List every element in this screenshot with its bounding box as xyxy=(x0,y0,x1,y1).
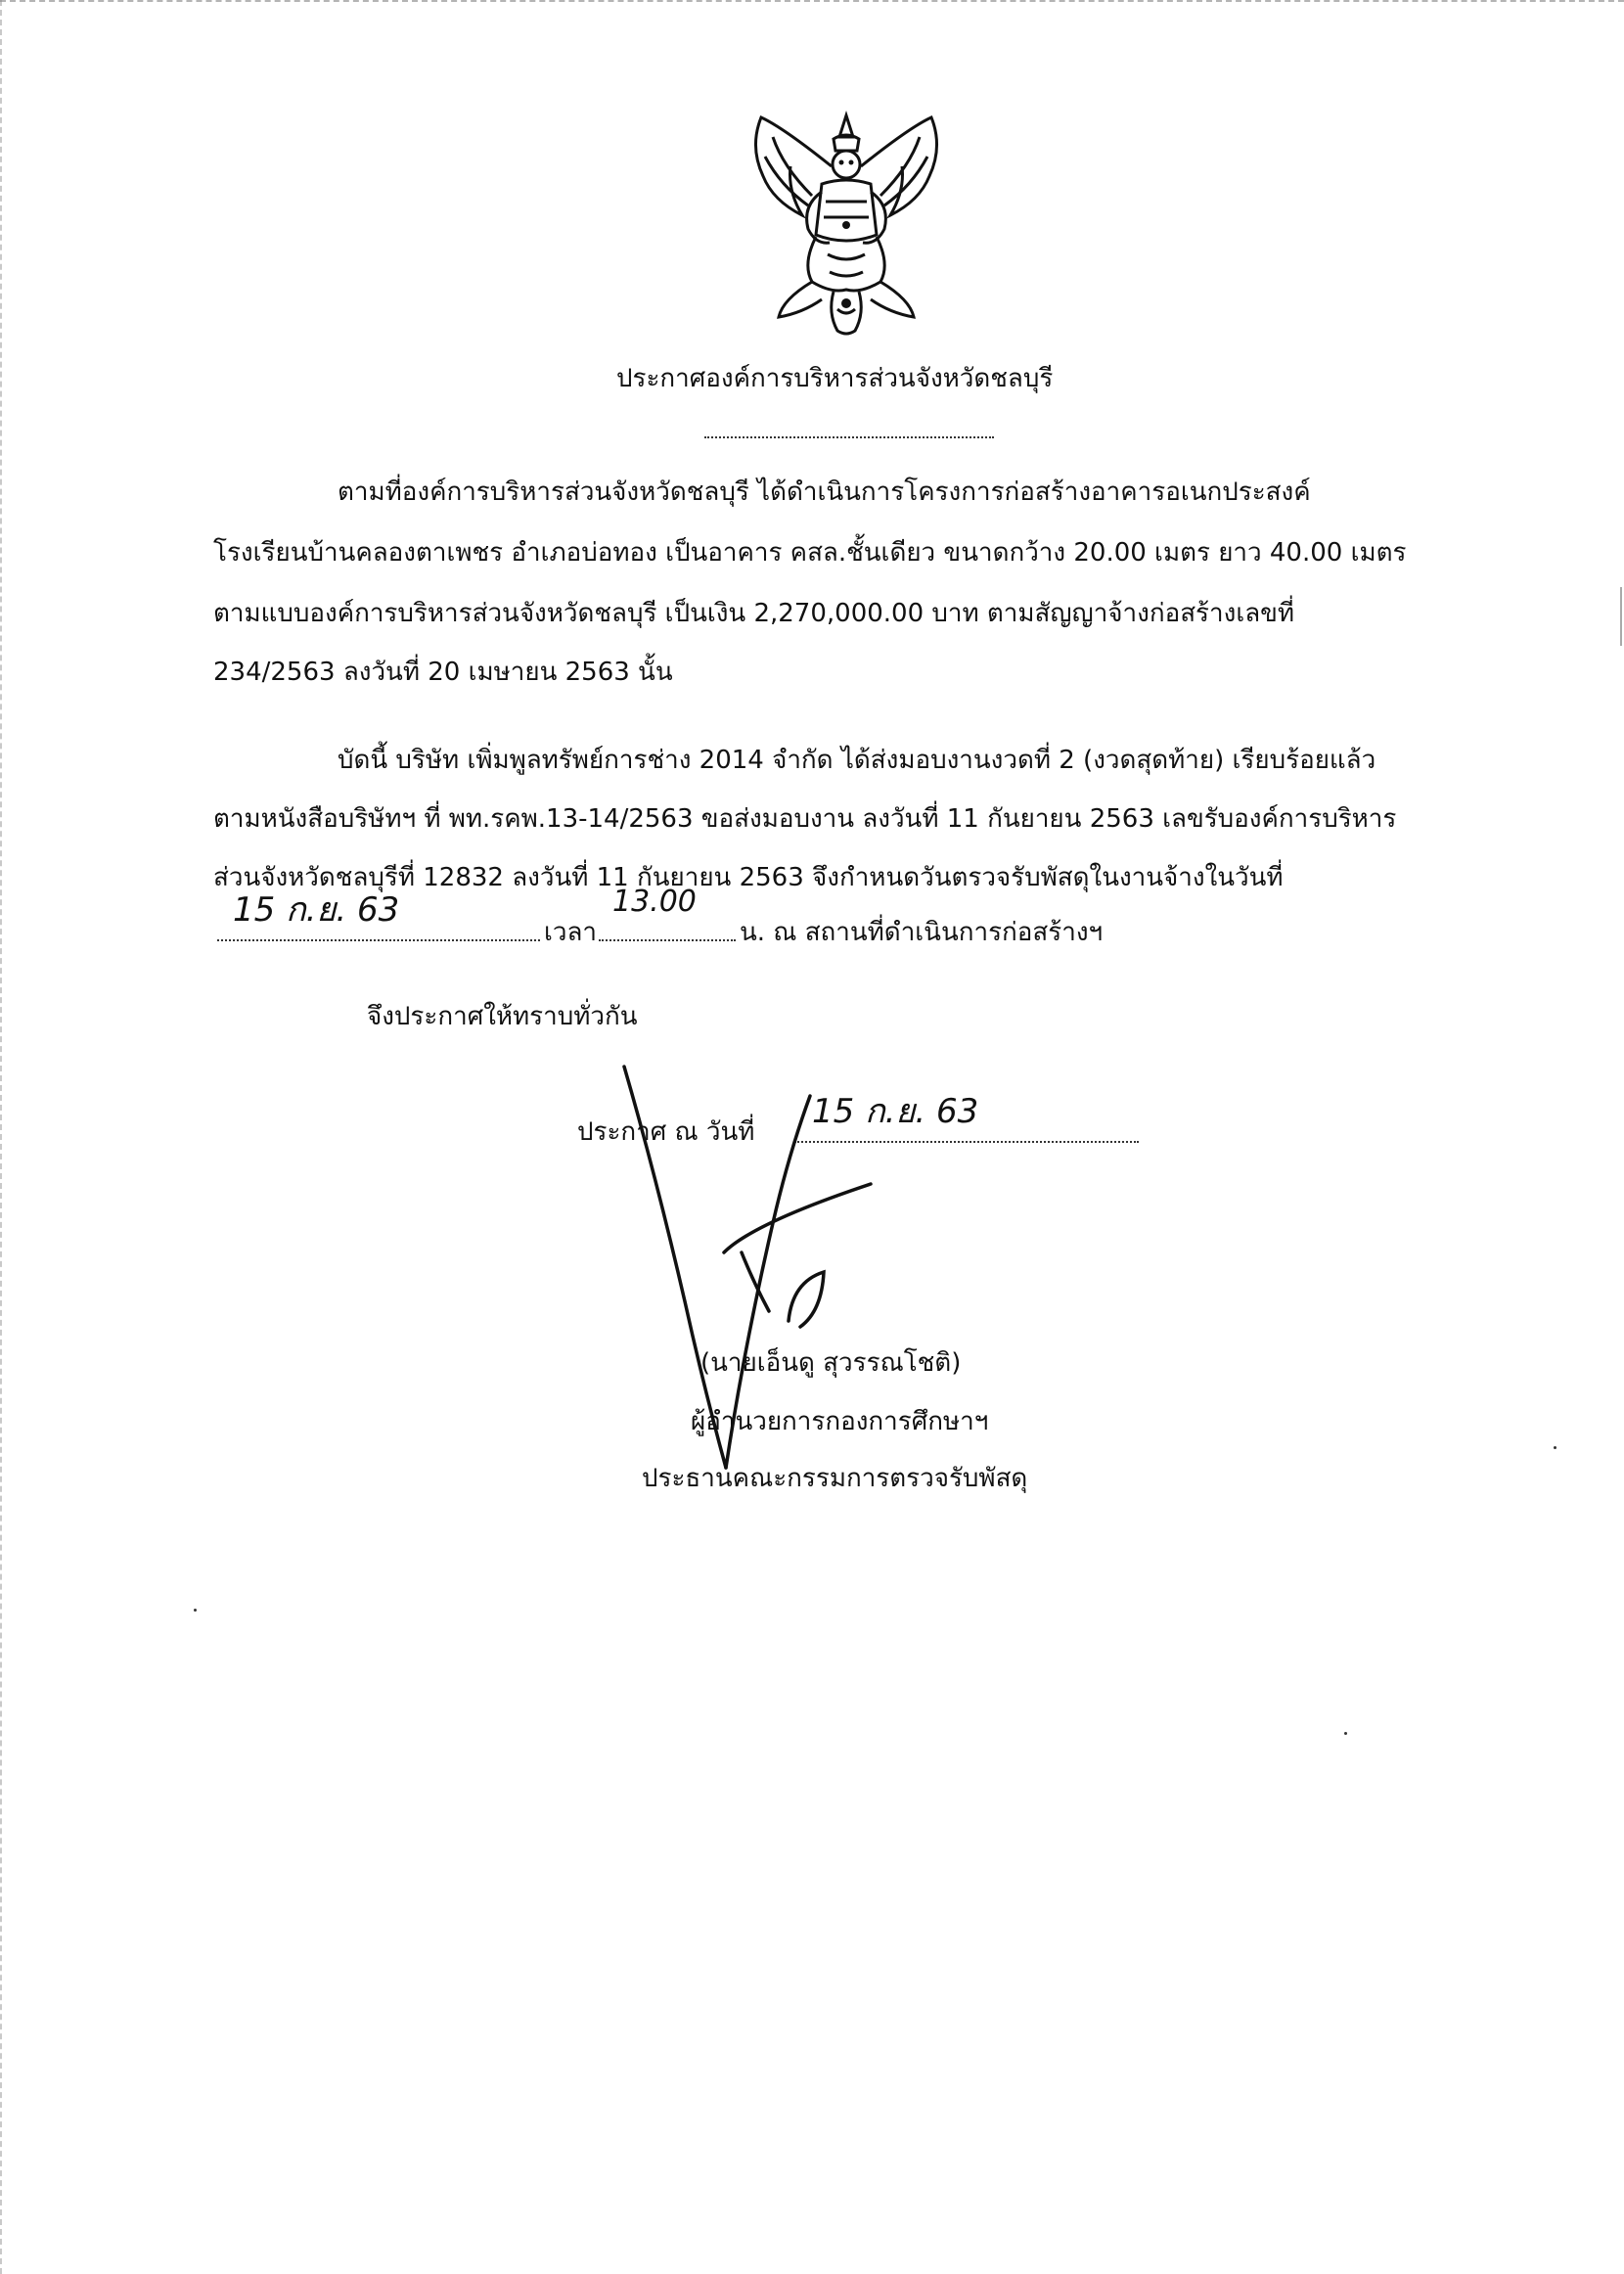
page-title: ประกาศองค์การบริหารส่วนจังหวัดชลบุรี xyxy=(616,364,1054,393)
para1-line3: ตามแบบองค์การบริหารส่วนจังหวัดชลบุรี เป็นเงิน 2,270,000.00 บาท ตามสัญญาจ้างก่อสร้างเลขที่ xyxy=(213,599,1295,628)
handwritten-inspection-time: 13.00 xyxy=(612,885,697,919)
signatory-role: ประธานคณะกรรมการตรวจรับพัสดุ xyxy=(642,1464,1028,1493)
para2-line4-tail: น. ณ สถานที่ดำเนินการก่อสร้างฯ xyxy=(740,918,1104,947)
handwritten-inspection-date: 15 ก.ย. 63 xyxy=(233,890,400,930)
announce-date-label: ประกาศ ณ วันที่ xyxy=(577,1117,755,1147)
scan-speck xyxy=(1554,1446,1556,1449)
scan-speck xyxy=(194,1609,197,1612)
para2-line2: ตามหนังสือบริษัทฯ ที่ พท.รคพ.13-14/2563 ขอส่งมอบงาน ลงวันที่ 11 กันยายน 2563 เลขรับองค์การบริหาร xyxy=(213,804,1397,834)
handwritten-announce-date: 15 ก.ย. 63 xyxy=(812,1092,979,1131)
date-fill-line xyxy=(217,939,540,941)
para2-line3: ส่วนจังหวัดชลบุรีที่ 12832 ลงวันที่ 11 กันยายน 2563 จึงกำหนดวันตรวจรับพัสดุในงานจ้างในวันที่ xyxy=(213,863,1284,892)
scan-edge-top xyxy=(0,0,1624,4)
scan-edge-right xyxy=(1620,587,1622,646)
scan-speck xyxy=(1344,1732,1347,1735)
para1-line2: โรงเรียนบ้านคลองตาเพชร อำเภอบ่อทอง เป็นอาคาร คสล.ชั้นเดียว ขนาดกว้าง 20.00 เมตร ยาว 40.00 เมตร xyxy=(213,538,1407,568)
garuda-emblem-icon xyxy=(744,108,949,342)
para2-line1: บัดนี้ บริษัท เพิ่มพูลทรัพย์การช่าง 2014 จำกัด ได้ส่งมอบงานงวดที่ 2 (งวดสุดท้าย) เรียบร้อยแล้ว xyxy=(338,746,1376,775)
para1-line1: ตามที่องค์การบริหารส่วนจังหวัดชลบุรี ได้ดำเนินการโครงการก่อสร้างอาคารอเนกประสงค์ xyxy=(338,478,1311,507)
scan-edge-left xyxy=(0,0,4,2274)
closing-statement: จึงประกาศให้ทราบทั่วกัน xyxy=(367,1002,638,1031)
time-label: เวลา xyxy=(544,918,598,947)
signatory-name: (นายเอ็นดู สุวรรณโชติ) xyxy=(700,1348,962,1378)
time-fill-line xyxy=(599,939,736,941)
para1-line4: 234/2563 ลงวันที่ 20 เมษายน 2563 นั้น xyxy=(213,658,673,687)
signatory-position: ผู้อำนวยการกองการศึกษาฯ xyxy=(691,1407,989,1436)
title-divider xyxy=(704,436,994,438)
